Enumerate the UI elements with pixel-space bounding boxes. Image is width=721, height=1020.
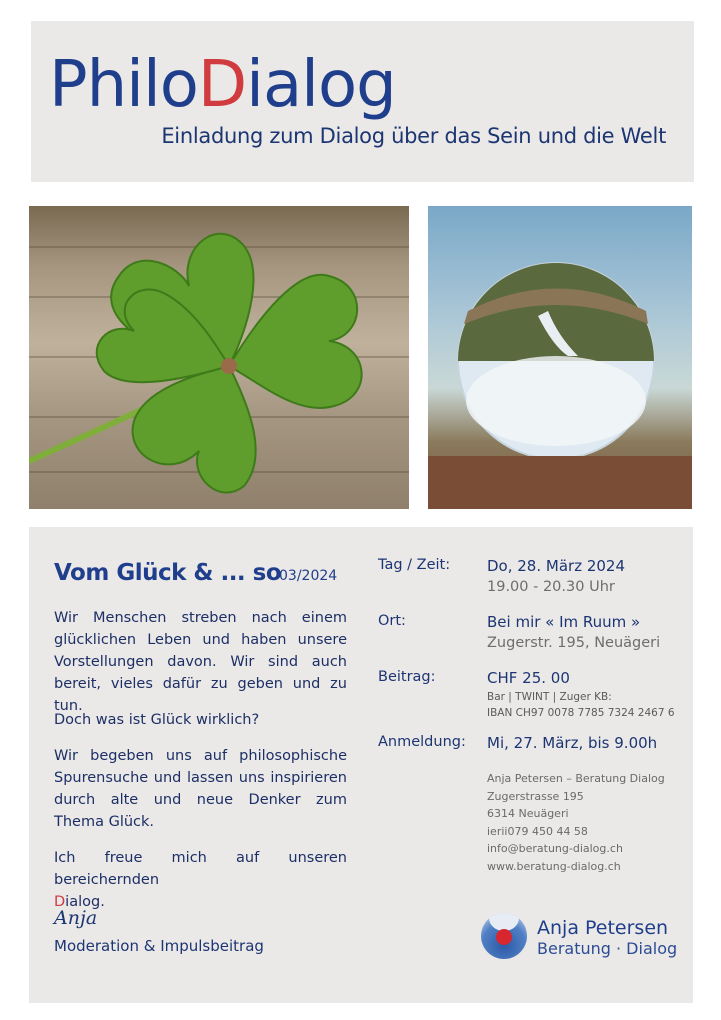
brand-suffix: ialog [246, 48, 396, 122]
date-label: Tag / Zeit: [378, 557, 451, 573]
search-paragraph [54, 745, 347, 833]
question-paragraph [54, 709, 347, 731]
place-address: Zugerstr. 195, Neuägeri [487, 635, 661, 651]
event-title: Vom Glück & ... so [54, 560, 282, 586]
header-banner [31, 21, 694, 182]
role-label: Moderation & Impulsbeitrag [54, 937, 264, 955]
paragraph-4: Ich freue mich auf unseren bereichernden [54, 850, 347, 888]
intro-paragraph [54, 607, 347, 717]
place-label: Ort: [378, 613, 406, 629]
clover-photo [29, 206, 409, 509]
fee-iban: IBAN CH97 0078 7785 7324 2467 6 [487, 707, 675, 719]
contact-website-link[interactable]: www.beratung-dialog.ch [487, 859, 621, 873]
fee-label: Beitrag: [378, 669, 436, 685]
date-value: Do, 28. März 2024 [487, 557, 626, 575]
registration-value: Mi, 27. März, bis 9.00h [487, 734, 658, 752]
paragraph-1: Wir Menschen streben nach einem glücklichen Leben und haben unsere Vorstellungen davon. Wir sind auch bereit, vieles dafür zu geben und zu tun. [54, 610, 347, 714]
contact-street: Zugerstrasse 195 [487, 789, 584, 803]
tagline: Einladung zum Dialog über das Sein und die Welt [161, 124, 666, 148]
contact-block [487, 770, 665, 875]
logo-subtitle: Beratung · Dialog [537, 939, 678, 958]
event-issue: 03/2024 [279, 568, 338, 584]
closing-accent: D [54, 894, 66, 910]
contact-city: 6314 Neuägeri [487, 807, 569, 820]
brand-title [49, 49, 396, 121]
closing-paragraph [54, 847, 347, 913]
closing-rest: ialog. [65, 894, 105, 910]
fee-methods: Bar | TWINT | Zuger KB: [487, 691, 612, 703]
logo-name: Anja Petersen [537, 917, 669, 939]
clover-icon [29, 206, 409, 509]
brand-accent: D [197, 48, 247, 122]
info-panel [29, 527, 693, 1003]
time-value: 19.00 - 20.30 Uhr [487, 579, 615, 595]
signature: Anja [54, 907, 98, 929]
fee-value: CHF 25. 00 [487, 669, 570, 687]
place-value: Bei mir « Im Ruum » [487, 613, 641, 631]
contact-phone[interactable]: ierii079 450 44 58 [487, 824, 588, 838]
glass-ball-icon [428, 206, 692, 509]
glass-ball-photo [428, 206, 692, 509]
brand-prefix: Philo [49, 48, 198, 122]
contact-name: Anja Petersen – Beratung Dialog [487, 772, 665, 785]
logo-icon [481, 913, 527, 959]
registration-label: Anmeldung: [378, 734, 466, 750]
paragraph-2: Doch was ist Glück wirklich? [54, 712, 260, 728]
contact-email-link[interactable]: info@beratung-dialog.ch [487, 842, 623, 855]
paragraph-3: Wir begeben uns auf philosophische Spurensuche und lassen uns inspirieren durch alte und neue Denker zum Thema Glück. [54, 748, 347, 830]
